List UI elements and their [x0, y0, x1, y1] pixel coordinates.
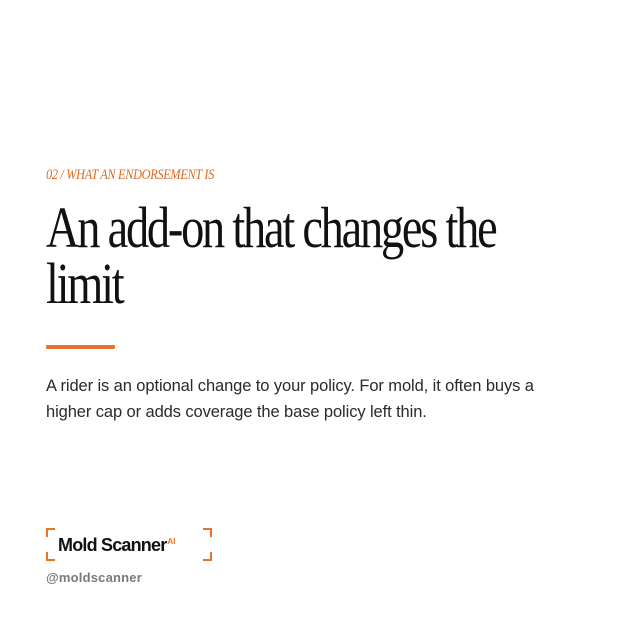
logo-corner-top-left — [46, 528, 55, 537]
logo-corner-bottom-left — [46, 552, 55, 561]
accent-rule — [46, 345, 115, 349]
section-kicker: 02 / WHAT AN ENDORSEMENT IS — [46, 167, 215, 183]
logo-wordmark — [58, 534, 175, 556]
social-handle: @moldscanner — [46, 570, 142, 585]
body-text: A rider is an optional change to your policy. For mold, it often buys a higher cap or adds coverage the base policy left thin. — [46, 377, 534, 421]
logo-corner-bottom-right — [203, 552, 212, 561]
brand-logo — [46, 528, 212, 561]
logo-ai-badge: AI — [167, 537, 176, 546]
headline: An add-on that changes the limit — [46, 195, 496, 316]
logo-corner-top-right — [203, 528, 212, 537]
logo-name: Mold Scanner — [58, 535, 167, 555]
